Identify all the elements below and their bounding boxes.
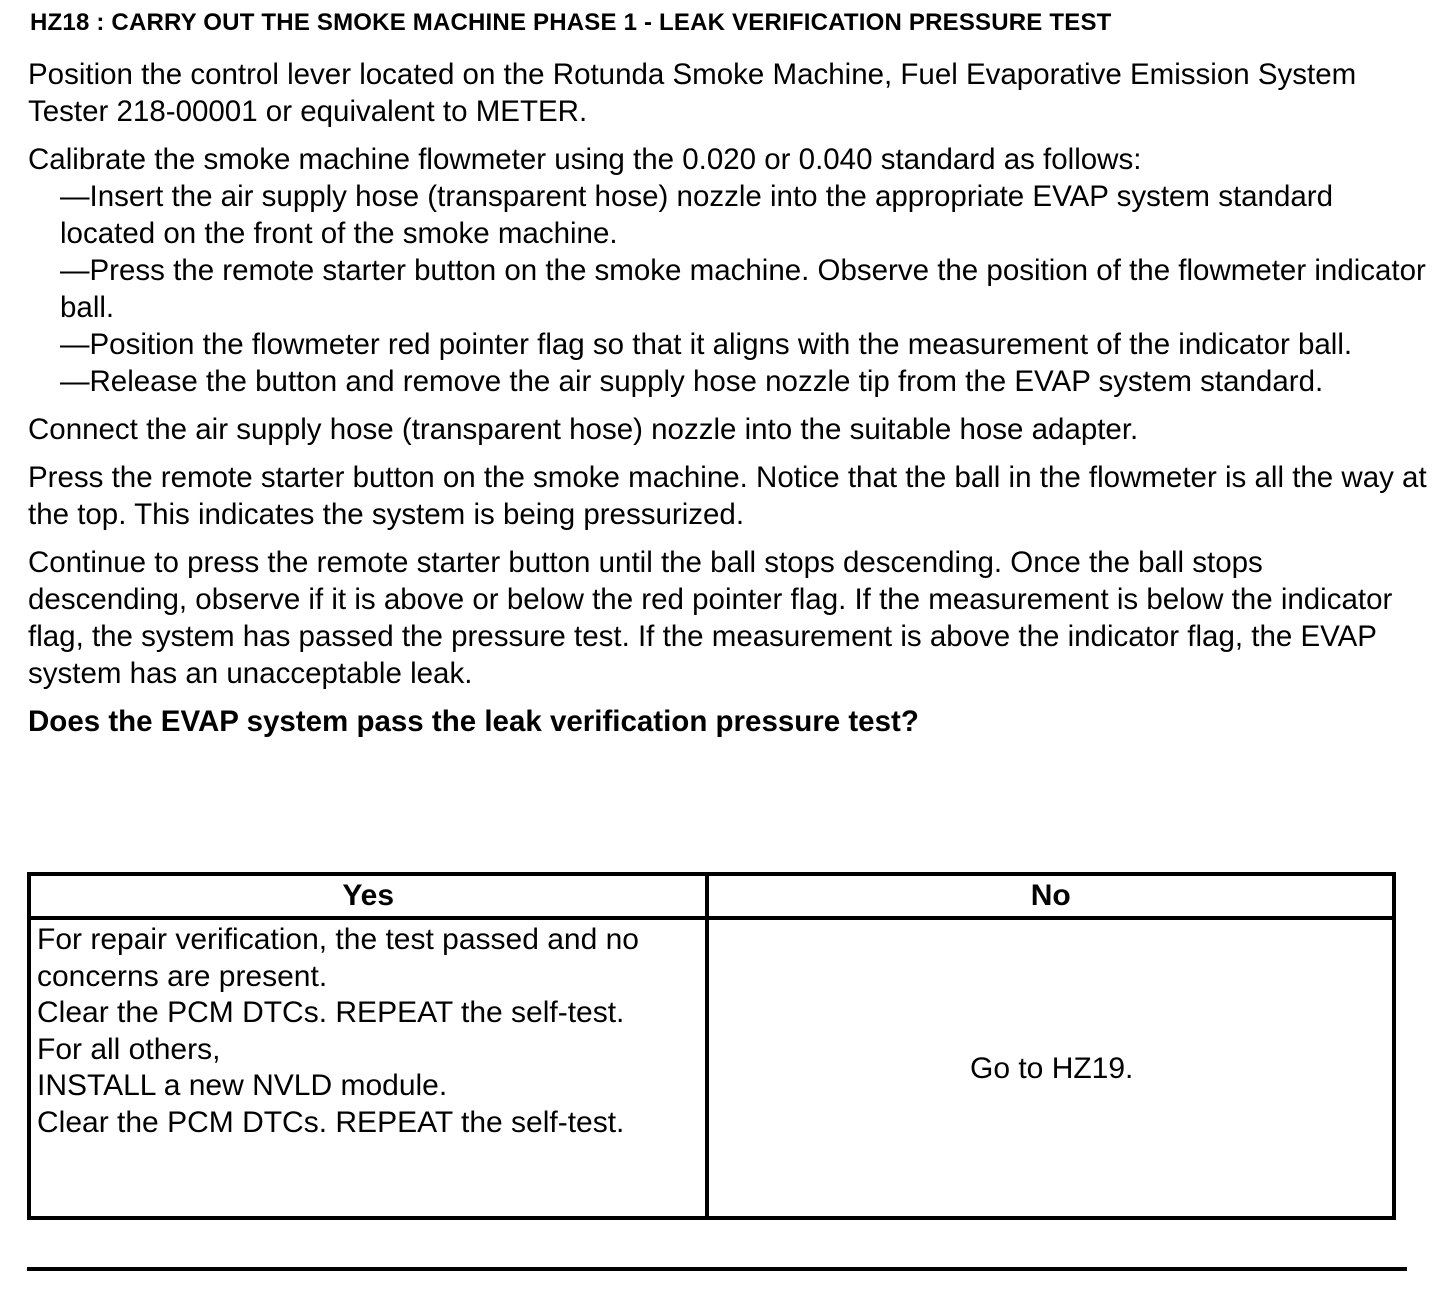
substep-1: —Insert the air supply hose (transparent hose) nozzle into the appropriate EVAP system standard located on the front of the smoke machine. [60,180,1334,250]
table-row [29,918,1394,1218]
substep-4: —Release the button and remove the air supply hose nozzle tip from the EVAP system standard. [60,365,1324,398]
no-header: No [707,874,1394,918]
step-paragraph-3: Connect the air supply hose (transparent hose) nozzle into the suitable hose adapter. [28,413,1139,446]
yes-line-2: concerns are present. [37,959,328,993]
step-paragraph-4: Press the remote starter button on the smoke machine. Notice that the ball in the flowmeter is all the way at the top. This indicates the system is being pressurized. [28,461,1427,531]
yes-line-3: Clear the PCM DTCs. REPEAT the self-test. [37,996,625,1029]
table-header-row [29,874,1394,918]
step-paragraph-5: Continue to press the remote starter button until the ball stops descending. Once the ball stops descending, observe if it is above or below the red pointer flag. If the measurement is below the indicator flag, the system has passed the pressure test. If the measurement is above the indicator flag, the EVAP system has an unacceptable leak. [28,546,1393,690]
substep-2: —Press the remote starter button on the smoke machine. Observe the position of the flowmeter indicator ball. [60,254,1426,324]
substep-3: —Position the flowmeter red pointer flag so that it aligns with the measurement of the indicator ball. [60,328,1353,361]
bottom-divider [27,1267,1407,1271]
procedure-body [28,56,1428,740]
test-question: Does the EVAP system pass the leak verification pressure test? [28,705,919,738]
yes-line-4: For all others, [37,1032,221,1066]
yes-header: Yes [29,874,707,918]
yes-line-1: For repair verification, the test passed and no [37,923,639,956]
yes-line-6: Clear the PCM DTCs. REPEAT the self-test. [37,1105,625,1139]
step-paragraph-1: Position the control lever located on the Rotunda Smoke Machine, Fuel Evaporative Emission System Tester 218-00001 or equivalent to METER. [28,58,1357,128]
step-title: HZ18 : CARRY OUT THE SMOKE MACHINE PHASE 1 - LEAK VERIFICATION PRESSURE TEST [30,9,1112,36]
yes-no-table [27,872,1396,1220]
no-action-text: Go to HZ19. [969,1051,1134,1085]
yes-line-5: INSTALL a new NVLD module. [37,1069,448,1102]
no-action-cell [707,918,1394,1218]
yes-action-cell [29,918,707,1218]
step-paragraph-2: Calibrate the smoke machine flowmeter using the 0.020 or 0.040 standard as follows: [28,143,1142,176]
